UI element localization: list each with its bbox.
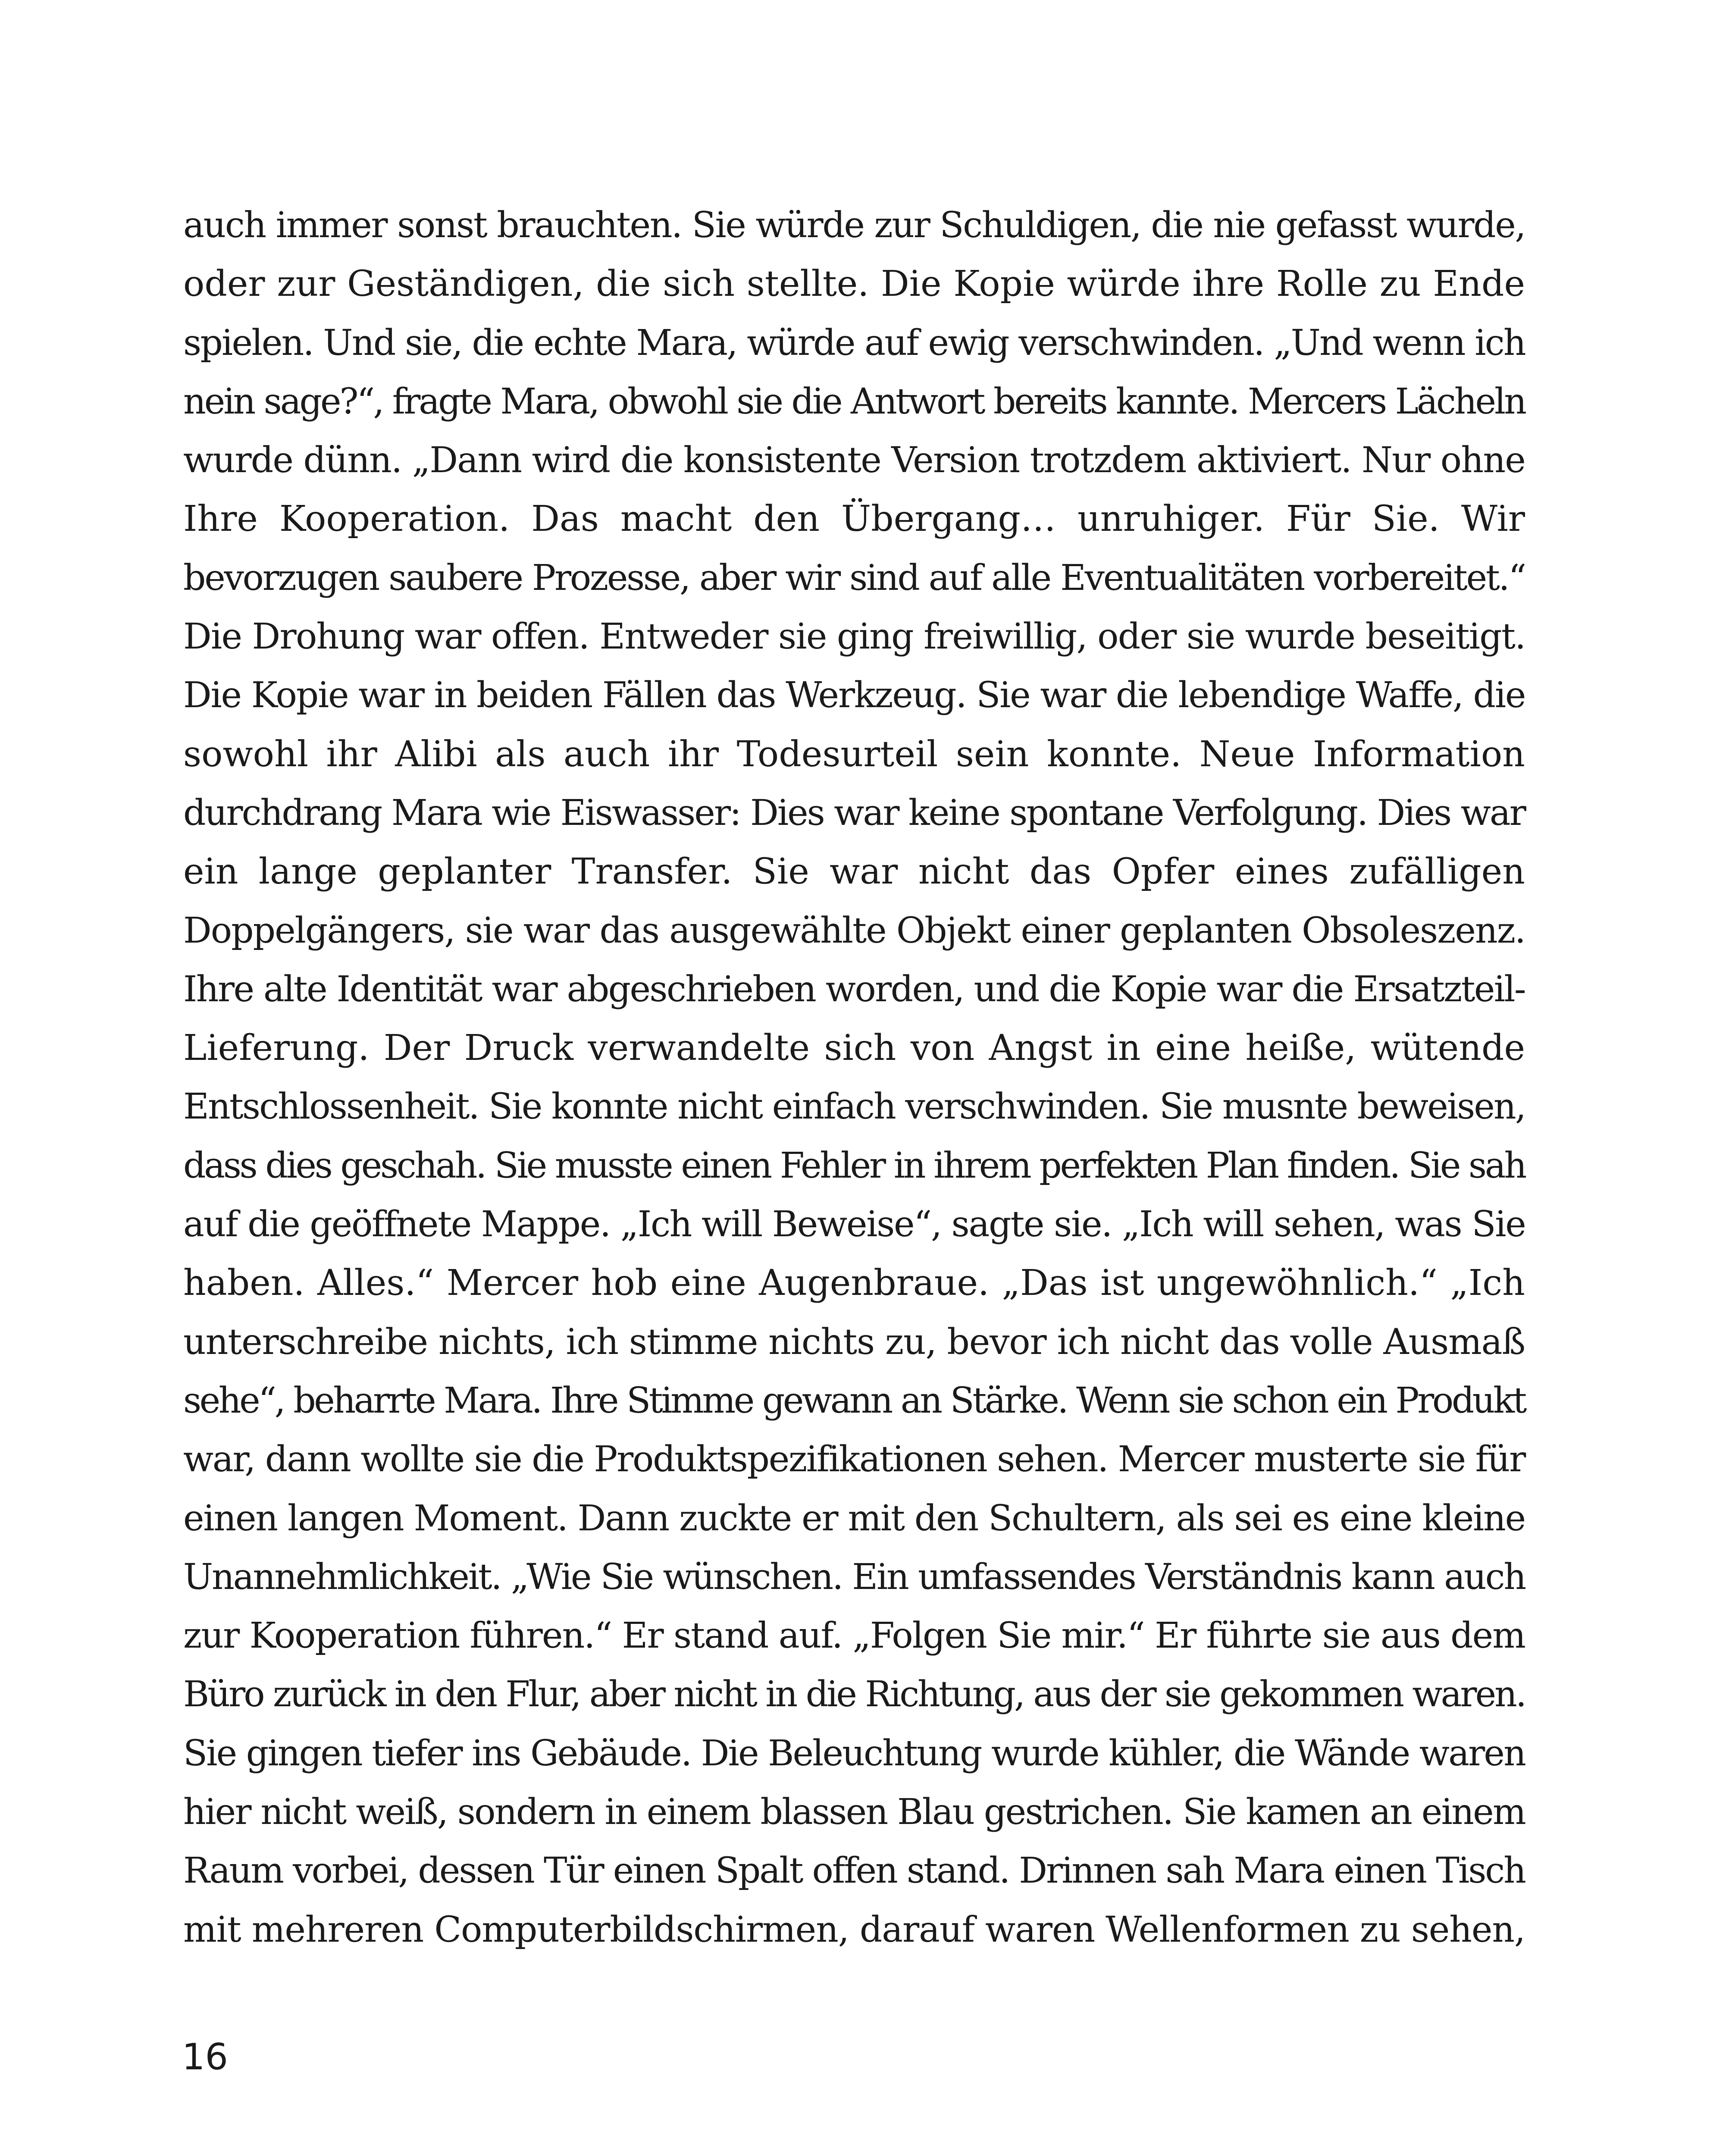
page-number: 16 [182, 2036, 228, 2078]
text-line: Unannehmlichkeit. „Wie Sie wünschen. Ein umfassendes Verständnis kann auch [183, 1556, 1525, 1598]
text-line: haben. Alles.“ Mercer hob eine Augenbraue. „Das ist ungewöhnlich.“ „Ich [183, 1263, 1525, 1304]
text-line: nein sage?“, fragte Mara, obwohl sie die Antwort bereits kannte. Mercers Lächeln [183, 381, 1525, 422]
text-line: Die Drohung war offen. Entweder sie ging freiwillig, oder sie wurde beseitigt. [183, 616, 1525, 658]
text-line: Doppelgängers, sie war das ausgewählte Objekt einer geplanten Obsoleszenz. [183, 910, 1525, 951]
text-line: ein lange geplanter Transfer. Sie war nicht das Opfer eines zufälligen [183, 851, 1525, 893]
text-line: einen langen Moment. Dann zuckte er mit den Schultern, als sei es eine kleine [183, 1498, 1525, 1539]
text-line: war, dann wollte sie die Produktspezifikationen sehen. Mercer musterte sie für [183, 1439, 1525, 1480]
text-line: auch immer sonst brauchten. Sie würde zur Schuldigen, die nie gefasst wurde, [183, 205, 1525, 246]
text-line: Büro zurück in den Flur, aber nicht in die Richtung, aus der sie gekommen waren. [183, 1674, 1525, 1715]
text-line: dass dies geschah. Sie musste einen Fehler in ihrem perfekten Plan finden. Sie sah [183, 1145, 1525, 1186]
text-line: Ihre alte Identität war abgeschrieben worden, und die Kopie war die Ersatzteil- [183, 968, 1525, 1010]
text-line: Lieferung. Der Druck verwandelte sich von Angst in eine heiße, wütende [183, 1028, 1525, 1069]
text-line: oder zur Geständigen, die sich stellte. Die Kopie würde ihre Rolle zu Ende [183, 263, 1525, 305]
text-line: Ihre Kooperation. Das macht den Übergang… unruhiger. Für Sie. Wir [183, 498, 1525, 540]
text-line: Sie gingen tiefer ins Gebäude. Die Beleuchtung wurde kühler, die Wände waren [183, 1733, 1525, 1774]
text-line: unterschreibe nichts, ich stimme nichts zu, bevor ich nicht das volle Ausmaß [183, 1321, 1525, 1363]
text-line: sehe“, beharrte Mara. Ihre Stimme gewann an Stärke. Wenn sie schon ein Produkt [183, 1380, 1525, 1421]
text-line: durchdrang Mara wie Eiswasser: Dies war keine spontane Verfolgung. Dies war [183, 792, 1525, 834]
text-line: hier nicht weiß, sondern in einem blassen Blau gestrichen. Sie kamen an einem [183, 1792, 1525, 1833]
body-text [183, 196, 1525, 1959]
text-line: mit mehreren Computerbildschirmen, darauf waren Wellenformen zu sehen, [183, 1909, 1525, 1950]
text-line: sowohl ihr Alibi als auch ihr Todesurteil sein konnte. Neue Information [183, 733, 1525, 775]
text-line: Entschlossenheit. Sie konnte nicht einfach verschwinden. Sie musnte beweisen, [183, 1086, 1525, 1128]
text-line: wurde dünn. „Dann wird die konsistente Version trotzdem aktiviert. Nur ohne [183, 440, 1525, 481]
text-line: Raum vorbei, dessen Tür einen Spalt offen stand. Drinnen sah Mara einen Tisch [183, 1850, 1525, 1892]
text-line: Die Kopie war in beiden Fällen das Werkzeug. Sie war die lebendige Waffe, die [183, 675, 1525, 716]
text-line: spielen. Und sie, die echte Mara, würde auf ewig verschwinden. „Und wenn ich [183, 322, 1525, 364]
text-line: zur Kooperation führen.“ Er stand auf. „Folgen Sie mir.“ Er führte sie aus dem [183, 1615, 1525, 1657]
text-line: bevorzugen saubere Prozesse, aber wir sind auf alle Eventualitäten vorbereitet.“ [183, 557, 1525, 599]
text-line: auf die geöffnete Mappe. „Ich will Beweise“, sagte sie. „Ich will sehen, was Sie [183, 1204, 1525, 1245]
